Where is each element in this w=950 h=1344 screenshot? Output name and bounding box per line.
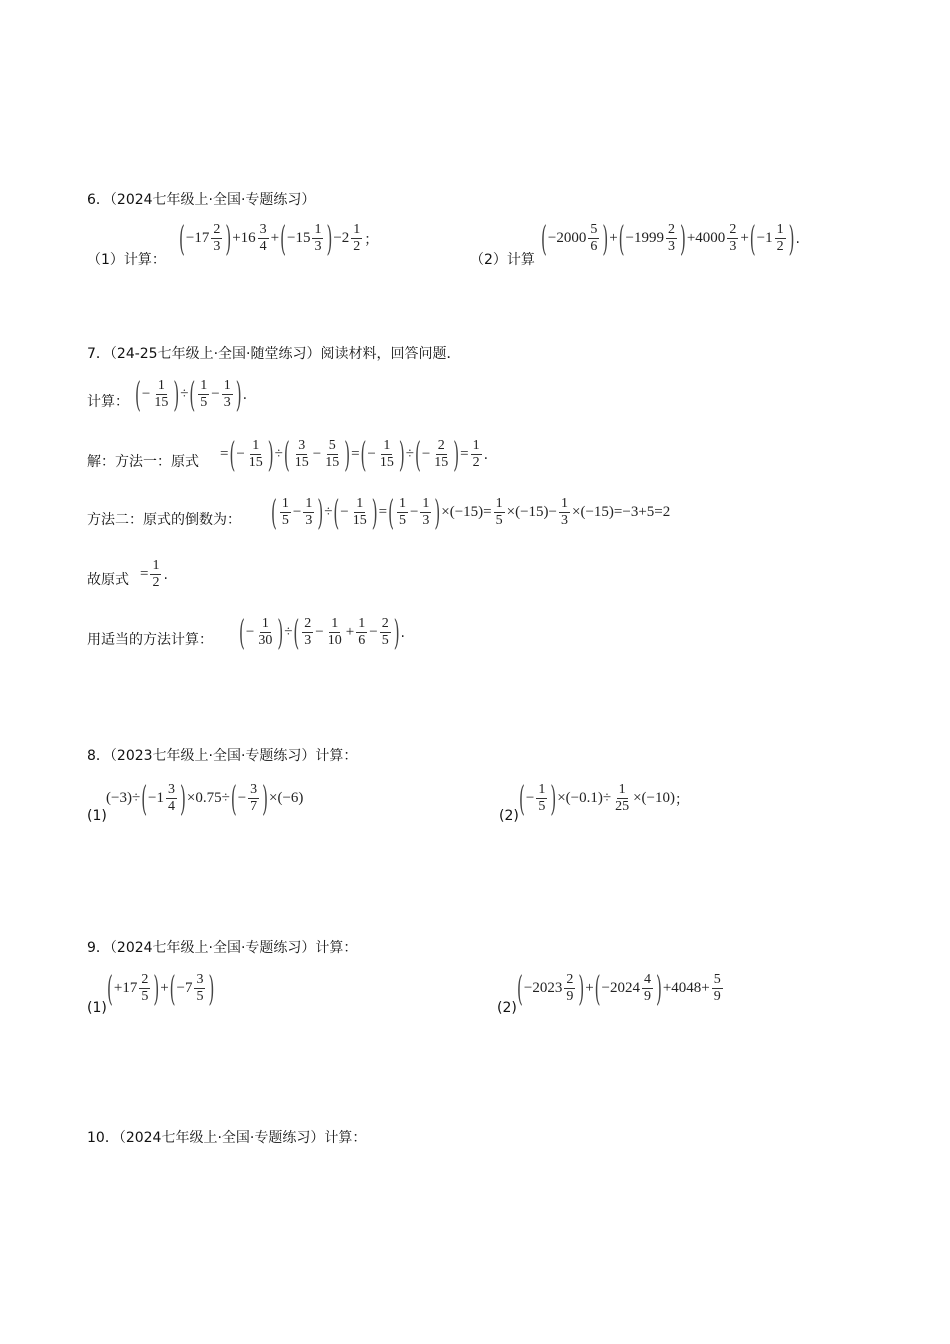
q7-calc-expression: ( − $\frac{1}{15}$ ) ÷ ( $\frac{1}{5}$ − $\frac{1}{3}$ ) . [135,373,248,416]
q8-part2-expression: ( − $\frac{1}{5}$ ) ×(−0.1)÷ $\frac{1}{25}$ ×(−10) ； [519,777,690,820]
q7-task-tail: . [400,624,405,641]
q8-part2-tail: ； [675,791,690,808]
q6-part2-label: （2）计算 [470,252,535,268]
q7-conclusion-label: 故原式 [87,572,129,588]
q7-task-label: 用适当的方法计算： [87,632,213,648]
q7-calc-label: 计算： [87,394,129,410]
q9-part1-label: (1) [87,1000,107,1016]
q7-solution1-tail: . [483,446,489,463]
q6-part1-expression: ( −17 $\frac{2}{3}$ ) +16 $\frac{3}{4}$ + ( −15 $\frac{1}{3}$ ) −2 $\frac{1}{2}$ ； [179,217,379,260]
q6-part2-expression: ( −2000 $\frac{5}{6}$ ) + ( −1999 $\frac{2}{3}$ ) +4000 $\frac{2}{3}$ + ( −1 $\frac{1}{2}$ ) . [541,217,800,260]
q7-conclusion-tail: . [163,566,168,583]
q6-part2-tail: . [795,230,800,247]
q7-solution2-label: 方法二：原式的倒数为： [87,512,241,528]
q10-header: 10．（2024七年级上·全国·专题练习）计算： [87,1130,367,1146]
q6-part1-label: （1）计算： [87,252,166,268]
q6-part1-tail: ； [364,231,379,248]
q9-header: 9．（2024七年级上·全国·专题练习）计算： [87,940,358,956]
q9-part2-label: (2) [497,1000,517,1016]
q8-part2-label: (2) [499,808,519,824]
q7-task-expression: ( − $\frac{1}{30}$ ) ÷ ( $\frac{2}{3}$ − $\frac{1}{10}$ + $\frac{1}{6}$ − $\frac{2}{5}$ ) . [239,611,405,654]
q7-solution2-expression: ( $\frac{1}{5}$ − $\frac{1}{3}$ ) ÷ ( − $\frac{1}{15}$ ) = ( $\frac{1}{5}$ − $\frac{1}{3}$ ) ×(−15)= $\frac{1}{5}$ ×(−15)− $\frac{1}{3}$ ×(−15)=−3+5=2 [271,491,671,534]
q7-calc-tail: . [242,386,248,403]
q8-header: 8．（2023七年级上·全国·专题练习）计算： [87,748,358,764]
q7-solution1-label: 解：方法一：原式 [87,454,199,470]
q9-part2-expression: ( −2023 $\frac{2}{9}$ ) + ( −2024 $\frac{4}{9}$ ) +4048+ $\frac{5}{9}$ [517,967,721,1010]
q7-solution1-expression: = ( − $\frac{1}{15}$ ) ÷ ( $\frac{3}{15}$ − $\frac{5}{15}$ ) = ( − $\frac{1}{15}$ ) ÷ ( − $\frac{2}{15}$ ) = $\frac{1}{2}$ . [220,433,489,476]
q9-part1-expression: ( +17 $\frac{2}{5}$ ) + ( −7 $\frac{3}{5}$ ) [107,967,215,1010]
q6-header: 6．（2024七年级上·全国·专题练习） [87,192,316,208]
q7-conclusion-expression: = $\frac{1}{2}$ . [140,558,168,590]
q8-part1-expression: (−3)÷ ( −1 $\frac{3}{4}$ ) ×0.75÷ ( − $\frac{3}{7}$ ) ×(−6) [106,777,304,820]
q7-header: 7．（24-25七年级上·全国·随堂练习）阅读材料，回答问题． [87,346,461,362]
q8-part1-label: (1) [87,808,107,824]
